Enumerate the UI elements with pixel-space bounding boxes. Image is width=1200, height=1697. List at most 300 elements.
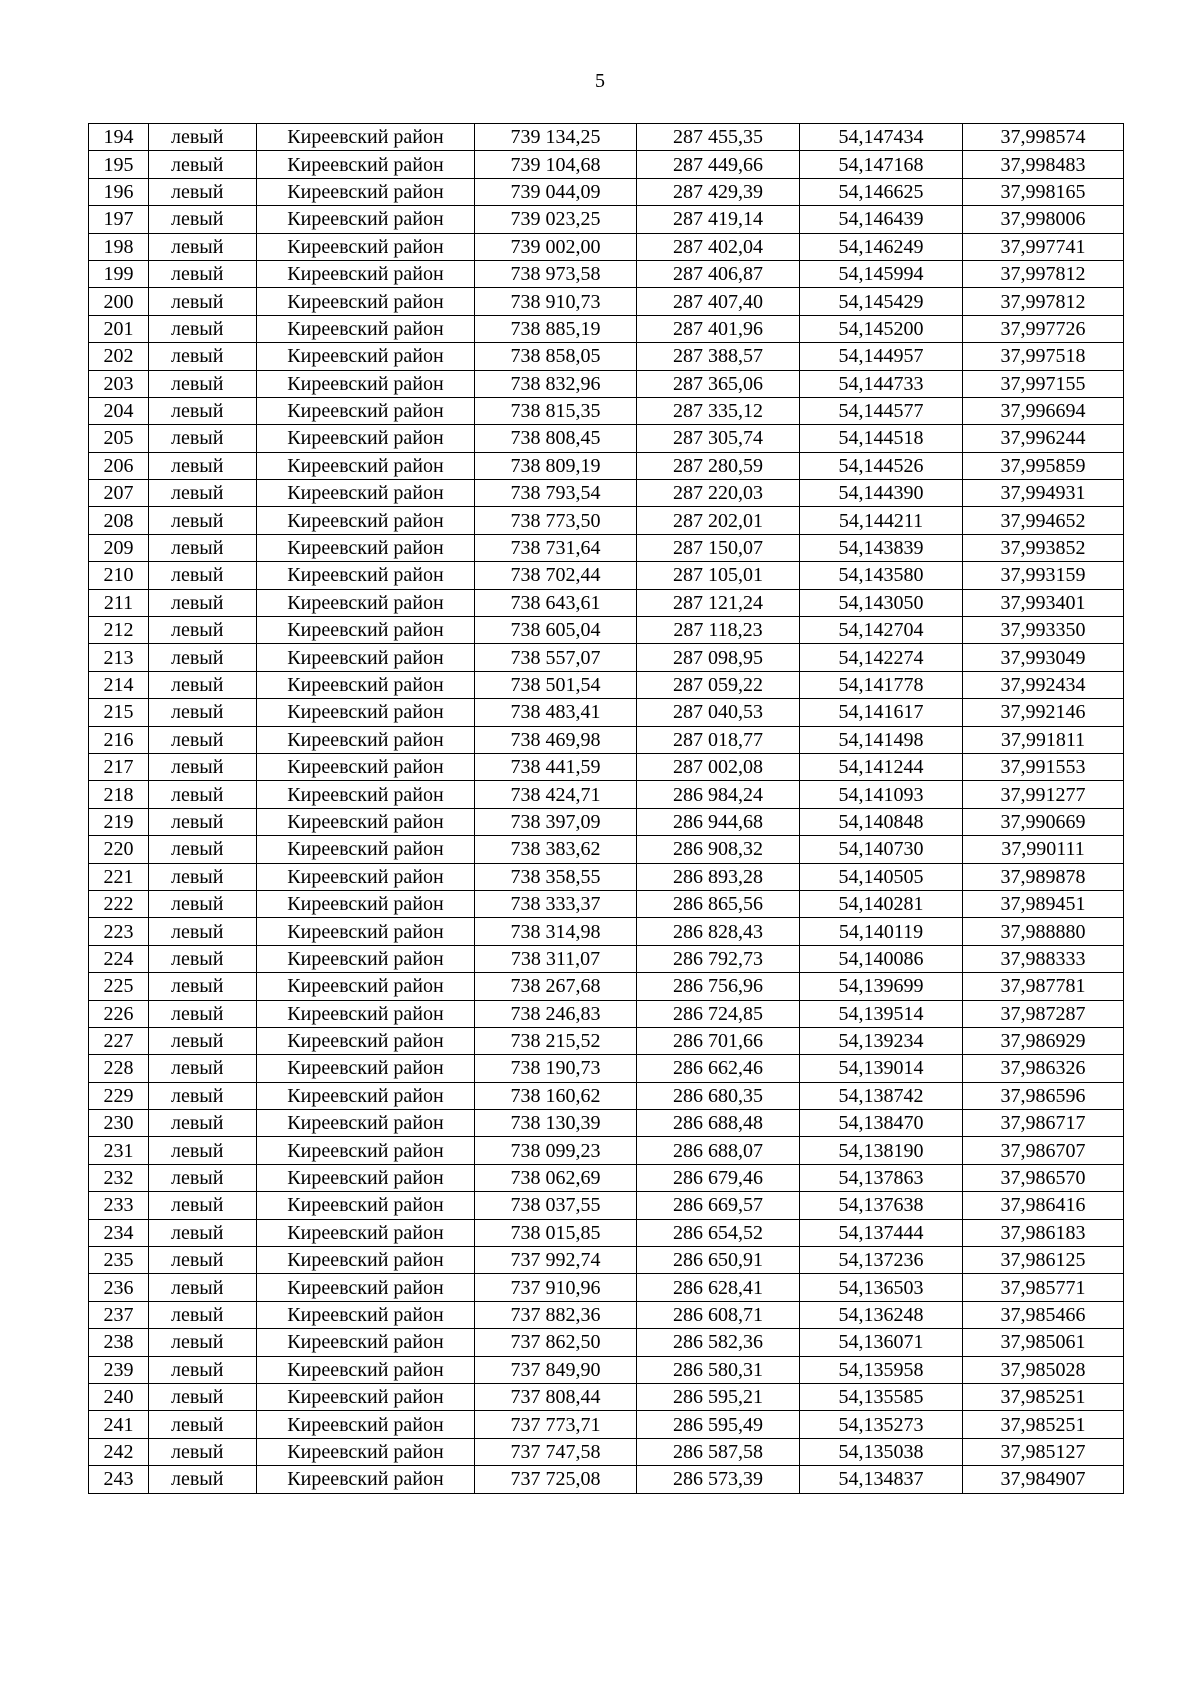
- point-number-cell: 237: [89, 1301, 149, 1328]
- table-row: [89, 315, 1124, 342]
- district-cell: Киреевский район: [257, 671, 475, 698]
- y-coordinate-cell: 286 595,49: [637, 1411, 800, 1438]
- table-row: [89, 1164, 1124, 1191]
- bank-side-cell: левый: [149, 781, 257, 808]
- longitude-cell: 37,988880: [963, 918, 1124, 945]
- y-coordinate-cell: 287 406,87: [637, 260, 800, 287]
- table-row: [89, 781, 1124, 808]
- point-number-cell: 219: [89, 808, 149, 835]
- district-cell: Киреевский район: [257, 589, 475, 616]
- longitude-cell: 37,998483: [963, 151, 1124, 178]
- longitude-cell: 37,991811: [963, 726, 1124, 753]
- district-cell: Киреевский район: [257, 343, 475, 370]
- table-row: [89, 260, 1124, 287]
- point-number-cell: 211: [89, 589, 149, 616]
- y-coordinate-cell: 286 654,52: [637, 1219, 800, 1246]
- table-row: [89, 151, 1124, 178]
- longitude-cell: 37,984907: [963, 1466, 1124, 1493]
- bank-side-cell: левый: [149, 1164, 257, 1191]
- table-row: [89, 945, 1124, 972]
- point-number-cell: 223: [89, 918, 149, 945]
- bank-side-cell: левый: [149, 151, 257, 178]
- district-cell: Киреевский район: [257, 124, 475, 151]
- longitude-cell: 37,986416: [963, 1192, 1124, 1219]
- bank-side-cell: левый: [149, 890, 257, 917]
- latitude-cell: 54,146439: [800, 206, 963, 233]
- latitude-cell: 54,136503: [800, 1274, 963, 1301]
- latitude-cell: 54,137638: [800, 1192, 963, 1219]
- bank-side-cell: левый: [149, 1329, 257, 1356]
- point-number-cell: 229: [89, 1082, 149, 1109]
- x-coordinate-cell: 738 973,58: [475, 260, 637, 287]
- y-coordinate-cell: 287 105,01: [637, 562, 800, 589]
- x-coordinate-cell: 738 910,73: [475, 288, 637, 315]
- y-coordinate-cell: 286 828,43: [637, 918, 800, 945]
- district-cell: Киреевский район: [257, 260, 475, 287]
- table-row: [89, 1356, 1124, 1383]
- district-cell: Киреевский район: [257, 1411, 475, 1438]
- y-coordinate-cell: 286 908,32: [637, 836, 800, 863]
- latitude-cell: 54,135273: [800, 1411, 963, 1438]
- bank-side-cell: левый: [149, 808, 257, 835]
- x-coordinate-cell: 738 809,19: [475, 452, 637, 479]
- longitude-cell: 37,992146: [963, 699, 1124, 726]
- district-cell: Киреевский район: [257, 781, 475, 808]
- bank-side-cell: левый: [149, 863, 257, 890]
- district-cell: Киреевский район: [257, 1301, 475, 1328]
- longitude-cell: 37,987287: [963, 1000, 1124, 1027]
- longitude-cell: 37,986717: [963, 1110, 1124, 1137]
- district-cell: Киреевский район: [257, 178, 475, 205]
- y-coordinate-cell: 287 040,53: [637, 699, 800, 726]
- table-row: [89, 206, 1124, 233]
- point-number-cell: 235: [89, 1247, 149, 1274]
- x-coordinate-cell: 738 773,50: [475, 507, 637, 534]
- table-row: [89, 1274, 1124, 1301]
- bank-side-cell: левый: [149, 1247, 257, 1274]
- table-row: [89, 671, 1124, 698]
- table-row: [89, 534, 1124, 561]
- point-number-cell: 206: [89, 452, 149, 479]
- table-row: [89, 233, 1124, 260]
- x-coordinate-cell: 738 605,04: [475, 617, 637, 644]
- district-cell: Киреевский район: [257, 644, 475, 671]
- longitude-cell: 37,997726: [963, 315, 1124, 342]
- bank-side-cell: левый: [149, 1137, 257, 1164]
- longitude-cell: 37,993852: [963, 534, 1124, 561]
- bank-side-cell: левый: [149, 507, 257, 534]
- bank-side-cell: левый: [149, 589, 257, 616]
- district-cell: Киреевский район: [257, 507, 475, 534]
- latitude-cell: 54,135585: [800, 1383, 963, 1410]
- district-cell: Киреевский район: [257, 562, 475, 589]
- point-number-cell: 203: [89, 370, 149, 397]
- bank-side-cell: левый: [149, 973, 257, 1000]
- latitude-cell: 54,140281: [800, 890, 963, 917]
- point-number-cell: 195: [89, 151, 149, 178]
- y-coordinate-cell: 286 756,96: [637, 973, 800, 1000]
- latitude-cell: 54,139234: [800, 1027, 963, 1054]
- latitude-cell: 54,140848: [800, 808, 963, 835]
- point-number-cell: 201: [89, 315, 149, 342]
- table-row: [89, 288, 1124, 315]
- table-row: [89, 562, 1124, 589]
- latitude-cell: 54,144390: [800, 480, 963, 507]
- point-number-cell: 241: [89, 1411, 149, 1438]
- bank-side-cell: левый: [149, 945, 257, 972]
- longitude-cell: 37,990669: [963, 808, 1124, 835]
- y-coordinate-cell: 286 688,48: [637, 1110, 800, 1137]
- district-cell: Киреевский район: [257, 1219, 475, 1246]
- longitude-cell: 37,997812: [963, 260, 1124, 287]
- x-coordinate-cell: 738 832,96: [475, 370, 637, 397]
- table-row: [89, 397, 1124, 424]
- bank-side-cell: левый: [149, 1411, 257, 1438]
- longitude-cell: 37,993049: [963, 644, 1124, 671]
- latitude-cell: 54,144733: [800, 370, 963, 397]
- longitude-cell: 37,991277: [963, 781, 1124, 808]
- bank-side-cell: левый: [149, 699, 257, 726]
- district-cell: Киреевский район: [257, 1466, 475, 1493]
- table-row: [89, 1411, 1124, 1438]
- district-cell: Киреевский район: [257, 808, 475, 835]
- table-row: [89, 124, 1124, 151]
- y-coordinate-cell: 287 401,96: [637, 315, 800, 342]
- district-cell: Киреевский район: [257, 1192, 475, 1219]
- x-coordinate-cell: 738 333,37: [475, 890, 637, 917]
- district-cell: Киреевский район: [257, 753, 475, 780]
- point-number-cell: 221: [89, 863, 149, 890]
- x-coordinate-cell: 738 501,54: [475, 671, 637, 698]
- bank-side-cell: левый: [149, 562, 257, 589]
- table-row: [89, 1027, 1124, 1054]
- bank-side-cell: левый: [149, 425, 257, 452]
- y-coordinate-cell: 286 628,41: [637, 1274, 800, 1301]
- latitude-cell: 54,140730: [800, 836, 963, 863]
- x-coordinate-cell: 737 910,96: [475, 1274, 637, 1301]
- table-row: [89, 1438, 1124, 1465]
- table-row: [89, 1137, 1124, 1164]
- district-cell: Киреевский район: [257, 288, 475, 315]
- table-row: [89, 1219, 1124, 1246]
- point-number-cell: 197: [89, 206, 149, 233]
- y-coordinate-cell: 287 419,14: [637, 206, 800, 233]
- point-number-cell: 196: [89, 178, 149, 205]
- latitude-cell: 54,142704: [800, 617, 963, 644]
- y-coordinate-cell: 287 059,22: [637, 671, 800, 698]
- y-coordinate-cell: 287 202,01: [637, 507, 800, 534]
- coordinates-table-body: [89, 124, 1124, 1494]
- latitude-cell: 54,140119: [800, 918, 963, 945]
- table-row: [89, 425, 1124, 452]
- y-coordinate-cell: 286 573,39: [637, 1466, 800, 1493]
- point-number-cell: 224: [89, 945, 149, 972]
- longitude-cell: 37,989451: [963, 890, 1124, 917]
- x-coordinate-cell: 737 849,90: [475, 1356, 637, 1383]
- table-row: [89, 644, 1124, 671]
- latitude-cell: 54,139014: [800, 1055, 963, 1082]
- x-coordinate-cell: 738 643,61: [475, 589, 637, 616]
- district-cell: Киреевский район: [257, 370, 475, 397]
- district-cell: Киреевский район: [257, 534, 475, 561]
- latitude-cell: 54,139699: [800, 973, 963, 1000]
- longitude-cell: 37,989878: [963, 863, 1124, 890]
- longitude-cell: 37,988333: [963, 945, 1124, 972]
- bank-side-cell: левый: [149, 370, 257, 397]
- x-coordinate-cell: 738 731,64: [475, 534, 637, 561]
- point-number-cell: 212: [89, 617, 149, 644]
- latitude-cell: 54,139514: [800, 1000, 963, 1027]
- point-number-cell: 240: [89, 1383, 149, 1410]
- table-row: [89, 1383, 1124, 1410]
- bank-side-cell: левый: [149, 206, 257, 233]
- longitude-cell: 37,985251: [963, 1383, 1124, 1410]
- x-coordinate-cell: 739 044,09: [475, 178, 637, 205]
- point-number-cell: 226: [89, 1000, 149, 1027]
- table-row: [89, 1301, 1124, 1328]
- longitude-cell: 37,996694: [963, 397, 1124, 424]
- y-coordinate-cell: 287 305,74: [637, 425, 800, 452]
- x-coordinate-cell: 738 469,98: [475, 726, 637, 753]
- bank-side-cell: левый: [149, 480, 257, 507]
- latitude-cell: 54,143580: [800, 562, 963, 589]
- district-cell: Киреевский район: [257, 1356, 475, 1383]
- bank-side-cell: левый: [149, 1055, 257, 1082]
- point-number-cell: 233: [89, 1192, 149, 1219]
- x-coordinate-cell: 738 267,68: [475, 973, 637, 1000]
- x-coordinate-cell: 738 130,39: [475, 1110, 637, 1137]
- bank-side-cell: левый: [149, 1000, 257, 1027]
- bank-side-cell: левый: [149, 1438, 257, 1465]
- district-cell: Киреевский район: [257, 1329, 475, 1356]
- x-coordinate-cell: 738 397,09: [475, 808, 637, 835]
- table-row: [89, 808, 1124, 835]
- latitude-cell: 54,145994: [800, 260, 963, 287]
- table-row: [89, 726, 1124, 753]
- table-row: [89, 863, 1124, 890]
- y-coordinate-cell: 287 018,77: [637, 726, 800, 753]
- latitude-cell: 54,141498: [800, 726, 963, 753]
- y-coordinate-cell: 287 121,24: [637, 589, 800, 616]
- x-coordinate-cell: 739 023,25: [475, 206, 637, 233]
- latitude-cell: 54,140505: [800, 863, 963, 890]
- district-cell: Киреевский район: [257, 206, 475, 233]
- x-coordinate-cell: 738 858,05: [475, 343, 637, 370]
- point-number-cell: 207: [89, 480, 149, 507]
- bank-side-cell: левый: [149, 343, 257, 370]
- x-coordinate-cell: 738 557,07: [475, 644, 637, 671]
- longitude-cell: 37,985127: [963, 1438, 1124, 1465]
- table-row: [89, 753, 1124, 780]
- bank-side-cell: левый: [149, 1274, 257, 1301]
- longitude-cell: 37,995859: [963, 452, 1124, 479]
- x-coordinate-cell: 738 015,85: [475, 1219, 637, 1246]
- y-coordinate-cell: 286 701,66: [637, 1027, 800, 1054]
- latitude-cell: 54,135038: [800, 1438, 963, 1465]
- district-cell: Киреевский район: [257, 1027, 475, 1054]
- latitude-cell: 54,145429: [800, 288, 963, 315]
- y-coordinate-cell: 287 220,03: [637, 480, 800, 507]
- district-cell: Киреевский район: [257, 425, 475, 452]
- bank-side-cell: левый: [149, 671, 257, 698]
- longitude-cell: 37,998574: [963, 124, 1124, 151]
- table-row: [89, 1055, 1124, 1082]
- latitude-cell: 54,137236: [800, 1247, 963, 1274]
- point-number-cell: 205: [89, 425, 149, 452]
- point-number-cell: 230: [89, 1110, 149, 1137]
- bank-side-cell: левый: [149, 534, 257, 561]
- district-cell: Киреевский район: [257, 945, 475, 972]
- longitude-cell: 37,986570: [963, 1164, 1124, 1191]
- district-cell: Киреевский район: [257, 836, 475, 863]
- point-number-cell: 215: [89, 699, 149, 726]
- y-coordinate-cell: 286 582,36: [637, 1329, 800, 1356]
- district-cell: Киреевский район: [257, 1274, 475, 1301]
- table-row: [89, 1466, 1124, 1493]
- bank-side-cell: левый: [149, 1356, 257, 1383]
- bank-side-cell: левый: [149, 124, 257, 151]
- latitude-cell: 54,147168: [800, 151, 963, 178]
- latitude-cell: 54,147434: [800, 124, 963, 151]
- y-coordinate-cell: 286 865,56: [637, 890, 800, 917]
- bank-side-cell: левый: [149, 1301, 257, 1328]
- bank-side-cell: левый: [149, 1027, 257, 1054]
- longitude-cell: 37,985028: [963, 1356, 1124, 1383]
- y-coordinate-cell: 286 580,31: [637, 1356, 800, 1383]
- x-coordinate-cell: 737 725,08: [475, 1466, 637, 1493]
- bank-side-cell: левый: [149, 1466, 257, 1493]
- y-coordinate-cell: 287 455,35: [637, 124, 800, 151]
- district-cell: Киреевский район: [257, 1000, 475, 1027]
- x-coordinate-cell: 739 134,25: [475, 124, 637, 151]
- longitude-cell: 37,992434: [963, 671, 1124, 698]
- latitude-cell: 54,135958: [800, 1356, 963, 1383]
- table-row: [89, 1247, 1124, 1274]
- latitude-cell: 54,141093: [800, 781, 963, 808]
- latitude-cell: 54,136071: [800, 1329, 963, 1356]
- x-coordinate-cell: 738 246,83: [475, 1000, 637, 1027]
- latitude-cell: 54,141244: [800, 753, 963, 780]
- point-number-cell: 228: [89, 1055, 149, 1082]
- longitude-cell: 37,990111: [963, 836, 1124, 863]
- point-number-cell: 227: [89, 1027, 149, 1054]
- y-coordinate-cell: 287 098,95: [637, 644, 800, 671]
- longitude-cell: 37,985466: [963, 1301, 1124, 1328]
- y-coordinate-cell: 287 365,06: [637, 370, 800, 397]
- latitude-cell: 54,144577: [800, 397, 963, 424]
- district-cell: Киреевский район: [257, 918, 475, 945]
- y-coordinate-cell: 286 650,91: [637, 1247, 800, 1274]
- district-cell: Киреевский район: [257, 480, 475, 507]
- page-number: 5: [595, 70, 605, 92]
- y-coordinate-cell: 287 118,23: [637, 617, 800, 644]
- longitude-cell: 37,985771: [963, 1274, 1124, 1301]
- district-cell: Киреевский район: [257, 1055, 475, 1082]
- longitude-cell: 37,998006: [963, 206, 1124, 233]
- longitude-cell: 37,991553: [963, 753, 1124, 780]
- x-coordinate-cell: 738 383,62: [475, 836, 637, 863]
- y-coordinate-cell: 286 662,46: [637, 1055, 800, 1082]
- district-cell: Киреевский район: [257, 726, 475, 753]
- x-coordinate-cell: 737 992,74: [475, 1247, 637, 1274]
- point-number-cell: 220: [89, 836, 149, 863]
- table-row: [89, 617, 1124, 644]
- table-row: [89, 1329, 1124, 1356]
- latitude-cell: 54,137863: [800, 1164, 963, 1191]
- bank-side-cell: левый: [149, 397, 257, 424]
- bank-side-cell: левый: [149, 836, 257, 863]
- y-coordinate-cell: 287 449,66: [637, 151, 800, 178]
- point-number-cell: 202: [89, 343, 149, 370]
- x-coordinate-cell: 737 882,36: [475, 1301, 637, 1328]
- point-number-cell: 238: [89, 1329, 149, 1356]
- latitude-cell: 54,143050: [800, 589, 963, 616]
- longitude-cell: 37,986929: [963, 1027, 1124, 1054]
- table-row: [89, 178, 1124, 205]
- latitude-cell: 54,144957: [800, 343, 963, 370]
- x-coordinate-cell: 738 702,44: [475, 562, 637, 589]
- x-coordinate-cell: 738 037,55: [475, 1192, 637, 1219]
- point-number-cell: 236: [89, 1274, 149, 1301]
- x-coordinate-cell: 737 808,44: [475, 1383, 637, 1410]
- table-row: [89, 699, 1124, 726]
- point-number-cell: 198: [89, 233, 149, 260]
- y-coordinate-cell: 286 724,85: [637, 1000, 800, 1027]
- y-coordinate-cell: 286 679,46: [637, 1164, 800, 1191]
- y-coordinate-cell: 286 608,71: [637, 1301, 800, 1328]
- point-number-cell: 232: [89, 1164, 149, 1191]
- bank-side-cell: левый: [149, 726, 257, 753]
- y-coordinate-cell: 287 388,57: [637, 343, 800, 370]
- x-coordinate-cell: 737 862,50: [475, 1329, 637, 1356]
- table-row: [89, 589, 1124, 616]
- district-cell: Киреевский район: [257, 315, 475, 342]
- district-cell: Киреевский район: [257, 973, 475, 1000]
- y-coordinate-cell: 287 335,12: [637, 397, 800, 424]
- y-coordinate-cell: 286 944,68: [637, 808, 800, 835]
- x-coordinate-cell: 739 002,00: [475, 233, 637, 260]
- latitude-cell: 54,146249: [800, 233, 963, 260]
- y-coordinate-cell: 287 280,59: [637, 452, 800, 479]
- table-row: [89, 507, 1124, 534]
- district-cell: Киреевский район: [257, 890, 475, 917]
- longitude-cell: 37,986326: [963, 1055, 1124, 1082]
- latitude-cell: 54,141617: [800, 699, 963, 726]
- latitude-cell: 54,144518: [800, 425, 963, 452]
- longitude-cell: 37,985251: [963, 1411, 1124, 1438]
- table-row: [89, 1082, 1124, 1109]
- district-cell: Киреевский район: [257, 1438, 475, 1465]
- point-number-cell: 225: [89, 973, 149, 1000]
- bank-side-cell: левый: [149, 315, 257, 342]
- district-cell: Киреевский район: [257, 452, 475, 479]
- district-cell: Киреевский район: [257, 699, 475, 726]
- longitude-cell: 37,986707: [963, 1137, 1124, 1164]
- x-coordinate-cell: 738 441,59: [475, 753, 637, 780]
- x-coordinate-cell: 737 747,58: [475, 1438, 637, 1465]
- latitude-cell: 54,145200: [800, 315, 963, 342]
- longitude-cell: 37,993401: [963, 589, 1124, 616]
- table-row: [89, 480, 1124, 507]
- district-cell: Киреевский район: [257, 1137, 475, 1164]
- longitude-cell: 37,994652: [963, 507, 1124, 534]
- latitude-cell: 54,138190: [800, 1137, 963, 1164]
- y-coordinate-cell: 286 587,58: [637, 1438, 800, 1465]
- coordinates-table: [88, 123, 1124, 1494]
- x-coordinate-cell: 738 062,69: [475, 1164, 637, 1191]
- x-coordinate-cell: 738 099,23: [475, 1137, 637, 1164]
- bank-side-cell: левый: [149, 918, 257, 945]
